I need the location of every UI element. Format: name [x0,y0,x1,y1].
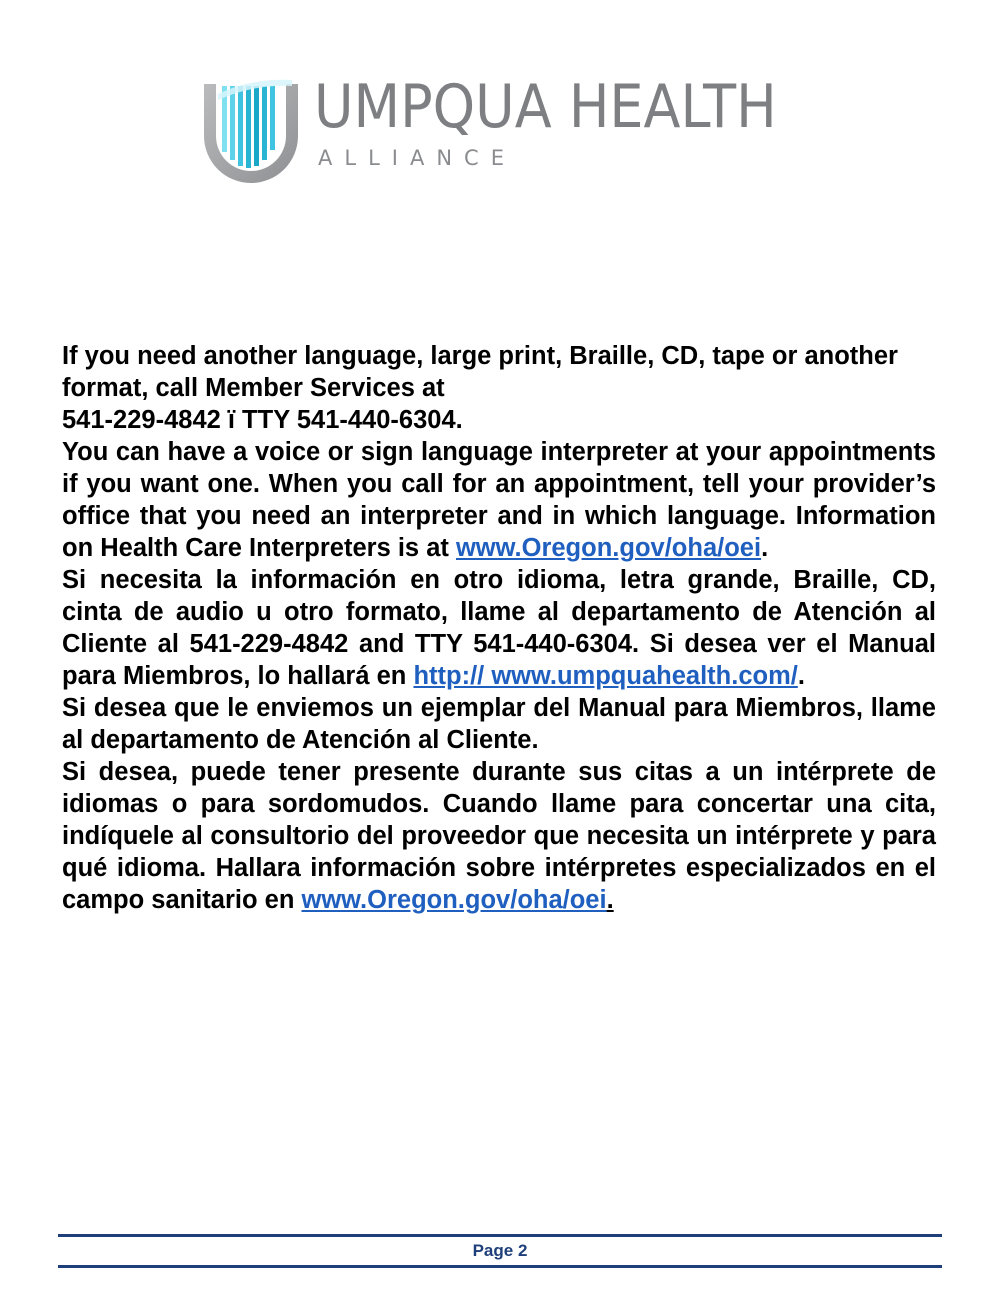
spanish-language-text: Si necesita la información en otro idioma, letra grande, Braille, CD, cinta de audio u otro formato, llame al departamento de Atención al Cliente al 541-229-4842 and TTY 541-440-6304. Si desea ver el Manual para Miembros, lo hallará en [62,566,936,690]
spanish-interpreter-period: . [606,886,614,914]
spanish-manual-text: Si desea que le enviemos un ejemplar del Manual para Miembros, llame al departamento de Atención al Cliente. [62,694,936,754]
interpreter-text: You can have a voice or sign language interpreter at your appointments if you want one. When you call for an appointment, tell your provider’s office that you need an interpreter and in which language. Information on Health Care Interpreters is at [62,438,936,562]
umpqua-health-alliance-logo [196,74,816,184]
notice-body [62,340,936,916]
interpreter-period: . [761,534,769,562]
spanish-language-period: . [797,662,805,690]
oregon-oei-link[interactable]: www.Oregon.gov/oha/oei [455,534,762,562]
oregon-oei-link-spanish[interactable]: www.Oregon.gov/oha/oei [301,886,607,914]
logo-subtitle: ALLIANCE [318,146,516,170]
logo-wordmark: UMPQUA HEALTH [314,72,777,142]
logo-emblem-icon [196,74,306,184]
language-notice-text: If you need another language, large print, Braille, CD, tape or another format, call Member Services at [62,342,898,402]
spanish-interpreter-paragraph [62,756,936,916]
footer-top-rule [58,1234,942,1237]
page-number: Page 2 [472,1241,528,1260]
spanish-language-paragraph [62,564,936,692]
language-notice-paragraph [62,340,936,436]
member-services-phone: 541-229-4842 ï TTY 541-440-6304. [62,406,463,434]
spanish-interpreter-text: Si desea, puede tener presente durante sus citas a un intérprete de idiomas o para sordomudos. Cuando llame para concertar una cita, indíquele al consultorio del proveedor que necesita un intérprete y para qué idioma. Hallara información sobre intérpretes especializados en el campo sanitario en [62,758,936,914]
interpreter-paragraph [62,436,936,564]
footer-bottom-rule [58,1265,942,1268]
umpquahealth-link[interactable]: http:// www.umpquahealth.com/ [413,662,798,690]
spanish-manual-paragraph [62,692,936,756]
